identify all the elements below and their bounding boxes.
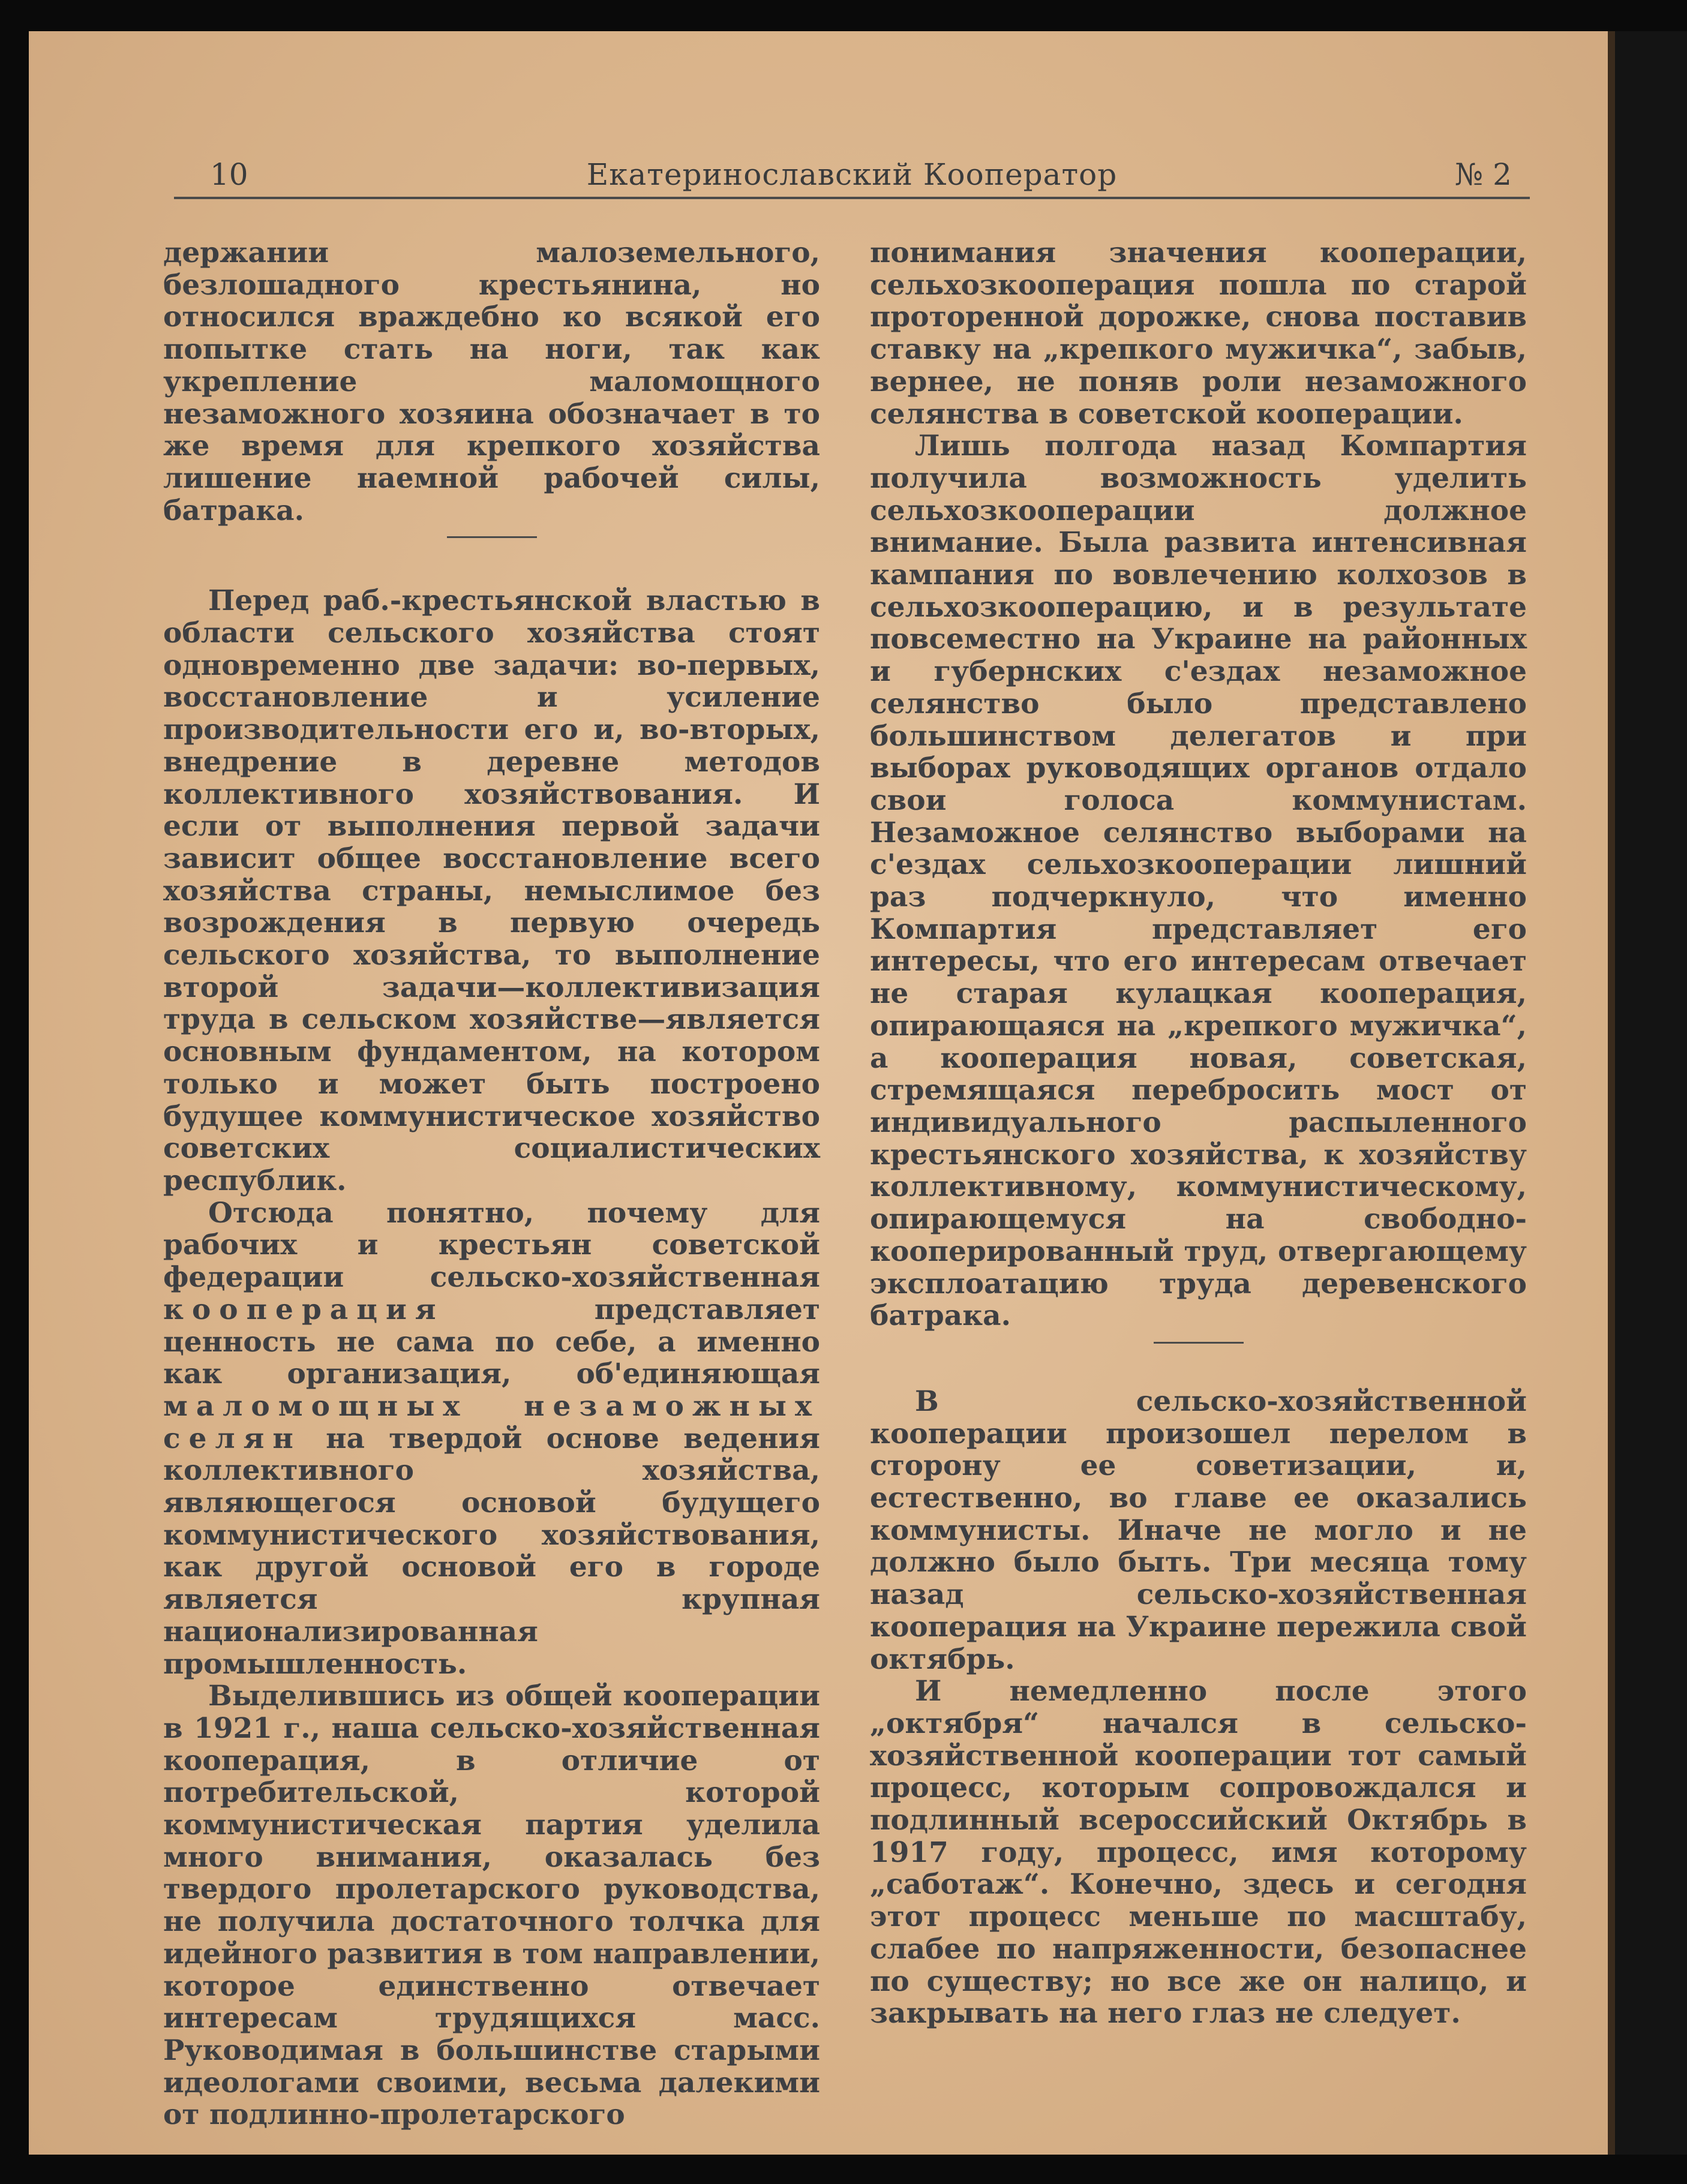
header-rule <box>174 197 1530 199</box>
section-divider <box>1154 1342 1244 1344</box>
issue-number: № 2 <box>1454 157 1512 192</box>
page-number: 10 <box>210 157 248 192</box>
journal-title: Екатеринославский Кооператор <box>586 157 1118 192</box>
paragraph: В сельско-хозяйственной кооперации произошел перелом в сторону ее советизации, и, естественно, во главе ее оказались коммунисты. Иначе не могло и не должно было быть. Три месяца тому назад сельско-хозяйственная кооперация на Украине пережила свой октябрь. <box>870 1384 1527 1676</box>
right-column <box>870 237 1527 2030</box>
paragraph-text: на твердой основе ведения коллективного хозяйства, являющегося основой будущего коммунистического хозяйствования, как другой основой его в городе является крупная национализированная промышленность. <box>163 1422 820 1681</box>
paragraph: И немедленно после этого „октября“ начался в сельско-хозяйственной кооперации тот самый процесс, которым сопровождался и подлинный всероссийский Октябрь в 1917 году, процесс, имя которому „саботаж“. Конечно, здесь и сегодня этот процесс меньше по масштабу, слабее по напряженности, безопаснее по существу; но все же он налицо, и закрывать на него глаз не следует. <box>870 1675 1527 2030</box>
paragraph-text: представляет ценность не сама по себе, а именно как организация, об'единяющая <box>163 1293 820 1391</box>
emphasis-text: кооперация <box>163 1293 445 1326</box>
paragraph: Перед раб.-крестьянской властью в области сельского хозяйства стоят одновременно две задачи: во-первых, восстановление и усиление производительности его и, во-вторых, внедрение в деревне методов коллективного хозяйствования. И если от выполнения первой задачи зависит общее восстановление всего хозяйства страны, немыслимое без возрождения в первую очередь сельского хозяйства, то выполнение второй задачи—коллективизация труда в сельском хозяйстве—является основным фундаментом, на котором только и может быть построено будущее коммунистическое хозяйство советских социалистических республик. <box>163 584 820 1197</box>
emphasis-text: маломощных незаможных селян <box>163 1389 820 1455</box>
left-column <box>163 237 820 2131</box>
paragraph: Лишь полгода назад Компартия получила возможность уделить сельхозкооперации должное внимание. Была развита интенсивная кампания по вовлечению колхозов в сельхозкооперацию, и в результате повсеместно на Украине на районных и губернских с'ездах незаможное селянство было представлено большинством делегатов и при выборах руководящих органов отдало свои голоса коммунистам. Незаможное селянство выборами на с'ездах сельхозкооперации лишний раз подчеркнуло, что именно Компартия представляет его интересы, что его интересам отвечает не старая кулацкая кооперация, опирающаяся на „крепкого мужичка“, а кооперация новая, советская, стремящаяся перебросить мост от индивидуального распыленного крестьянского хозяйства, к хозяйству коллективному, коммунистическому, опирающемуся на свободно-кооперированный труд, отвергающему эксплоатацию труда деревенского батрака. <box>870 429 1527 1333</box>
paragraph-text: Отсюда понятно, почему для рабочих и крестьян советской федерации сельско-хозяйственная <box>163 1196 820 1294</box>
paragraph: понимания значения кооперации, сельхозкооперация пошла по старой проторенной дорожке, снова поставив ставку на „крепкого мужичка“, забыв, вернее, не поняв роли незаможного селянства в советской кооперации. <box>870 236 1527 431</box>
page-header <box>174 157 1530 199</box>
scan-border <box>1615 31 1687 2155</box>
paragraph: держании малоземельного, безлошадного крестьянина, но относился враждебно ко всякой его попытке стать на ноги, так как укрепление маломощного незаможного хозяина обозначает в то же время для крепкого хозяйства лишение наемной рабочей силы, батрака. <box>163 236 820 527</box>
page-gutter <box>1608 31 1615 2155</box>
section-divider <box>447 536 537 538</box>
paragraph: Выделившись из общей кооперации в 1921 г., наша сельско-хозяйственная кооперация, в отличие от потребительской, которой коммунистическая партия уделила много внимания, оказалась без твердого пролетарского руководства, не получила достаточного толчка для идейного развития в том направлении, которое единственно отвечает интересам трудящихся масс. Руководимая в большинстве старыми идеологами своими, весьма далекими от подлинно-пролетарского <box>163 1680 820 2132</box>
paragraph <box>163 1197 820 1681</box>
